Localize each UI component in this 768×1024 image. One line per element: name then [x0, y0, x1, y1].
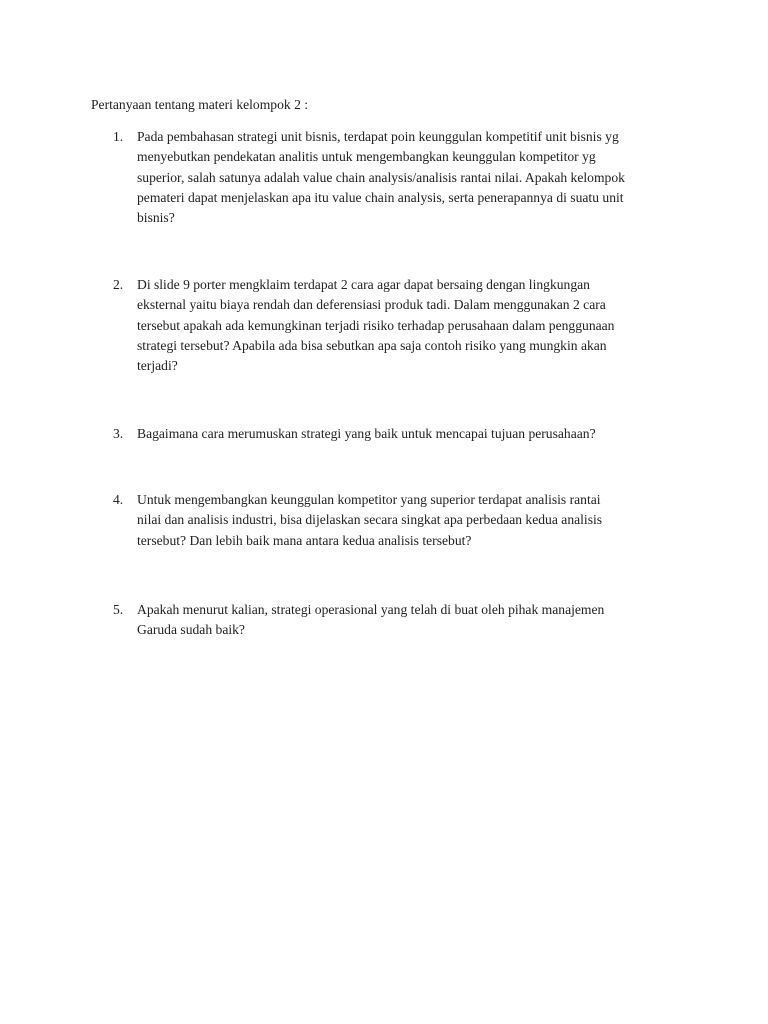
- question-line: tersebut? Dan lebih baik mana antara kedua analisis tersebut?: [137, 532, 472, 548]
- question-text: [137, 127, 625, 228]
- question-text: [137, 424, 596, 444]
- question-line: Bagaimana cara merumuskan strategi yang baik untuk mencapai tujuan perusahaan?: [137, 426, 596, 441]
- question-line: tersebut apakah ada kemungkinan terjadi risiko terhadap perusahaan dalam penggunaan: [137, 317, 615, 333]
- question-line: terjadi?: [137, 358, 178, 374]
- document-heading: Pertanyaan tentang materi kelompok 2 :: [91, 97, 309, 112]
- question-line: strategi tersebut? Apabila ada bisa sebutkan apa saja contoh risiko yang mungkin akan: [137, 337, 607, 353]
- question-number: 4.: [113, 492, 124, 507]
- question-line: pemateri dapat menjelaskan apa itu value chain analysis, serta penerapannya di suatu unit: [137, 189, 624, 205]
- question-line: menyebutkan pendekatan analitis untuk mengembangkan keunggulan kompetitor yg: [137, 149, 596, 165]
- question-text: [137, 490, 602, 551]
- question-number: 5.: [113, 602, 124, 617]
- question-line: superior, salah satunya adalah value chain analysis/analisis rantai nilai. Apakah kelompok: [137, 169, 625, 185]
- question-number: 3.: [113, 426, 124, 441]
- question-number: 1.: [113, 129, 124, 144]
- question-line: eksternal yaitu biaya rendah dan deferensiasi produk tadi. Dalam menggunakan 2 cara: [137, 297, 606, 313]
- question-line: Di slide 9 porter mengklaim terdapat 2 cara agar dapat bersaing dengan lingkungan: [137, 277, 590, 292]
- question-line: Untuk mengembangkan keunggulan kompetitor yang superior terdapat analisis rantai: [137, 492, 601, 507]
- question-text: [137, 275, 614, 376]
- question-line: Pada pembahasan strategi unit bisnis, terdapat poin keunggulan kompetitif unit bisnis yg: [137, 129, 619, 144]
- question-line: bisnis?: [137, 210, 175, 226]
- question-line: Apakah menurut kalian, strategi operasional yang telah di buat oleh pihak manajemen: [137, 602, 605, 617]
- question-number: 2.: [113, 277, 124, 292]
- question-line: nilai dan analisis industri, bisa dijelaskan secara singkat apa perbedaan kedua analisis: [137, 512, 603, 528]
- question-line: Garuda sudah baik?: [137, 622, 245, 638]
- question-text: [137, 600, 604, 641]
